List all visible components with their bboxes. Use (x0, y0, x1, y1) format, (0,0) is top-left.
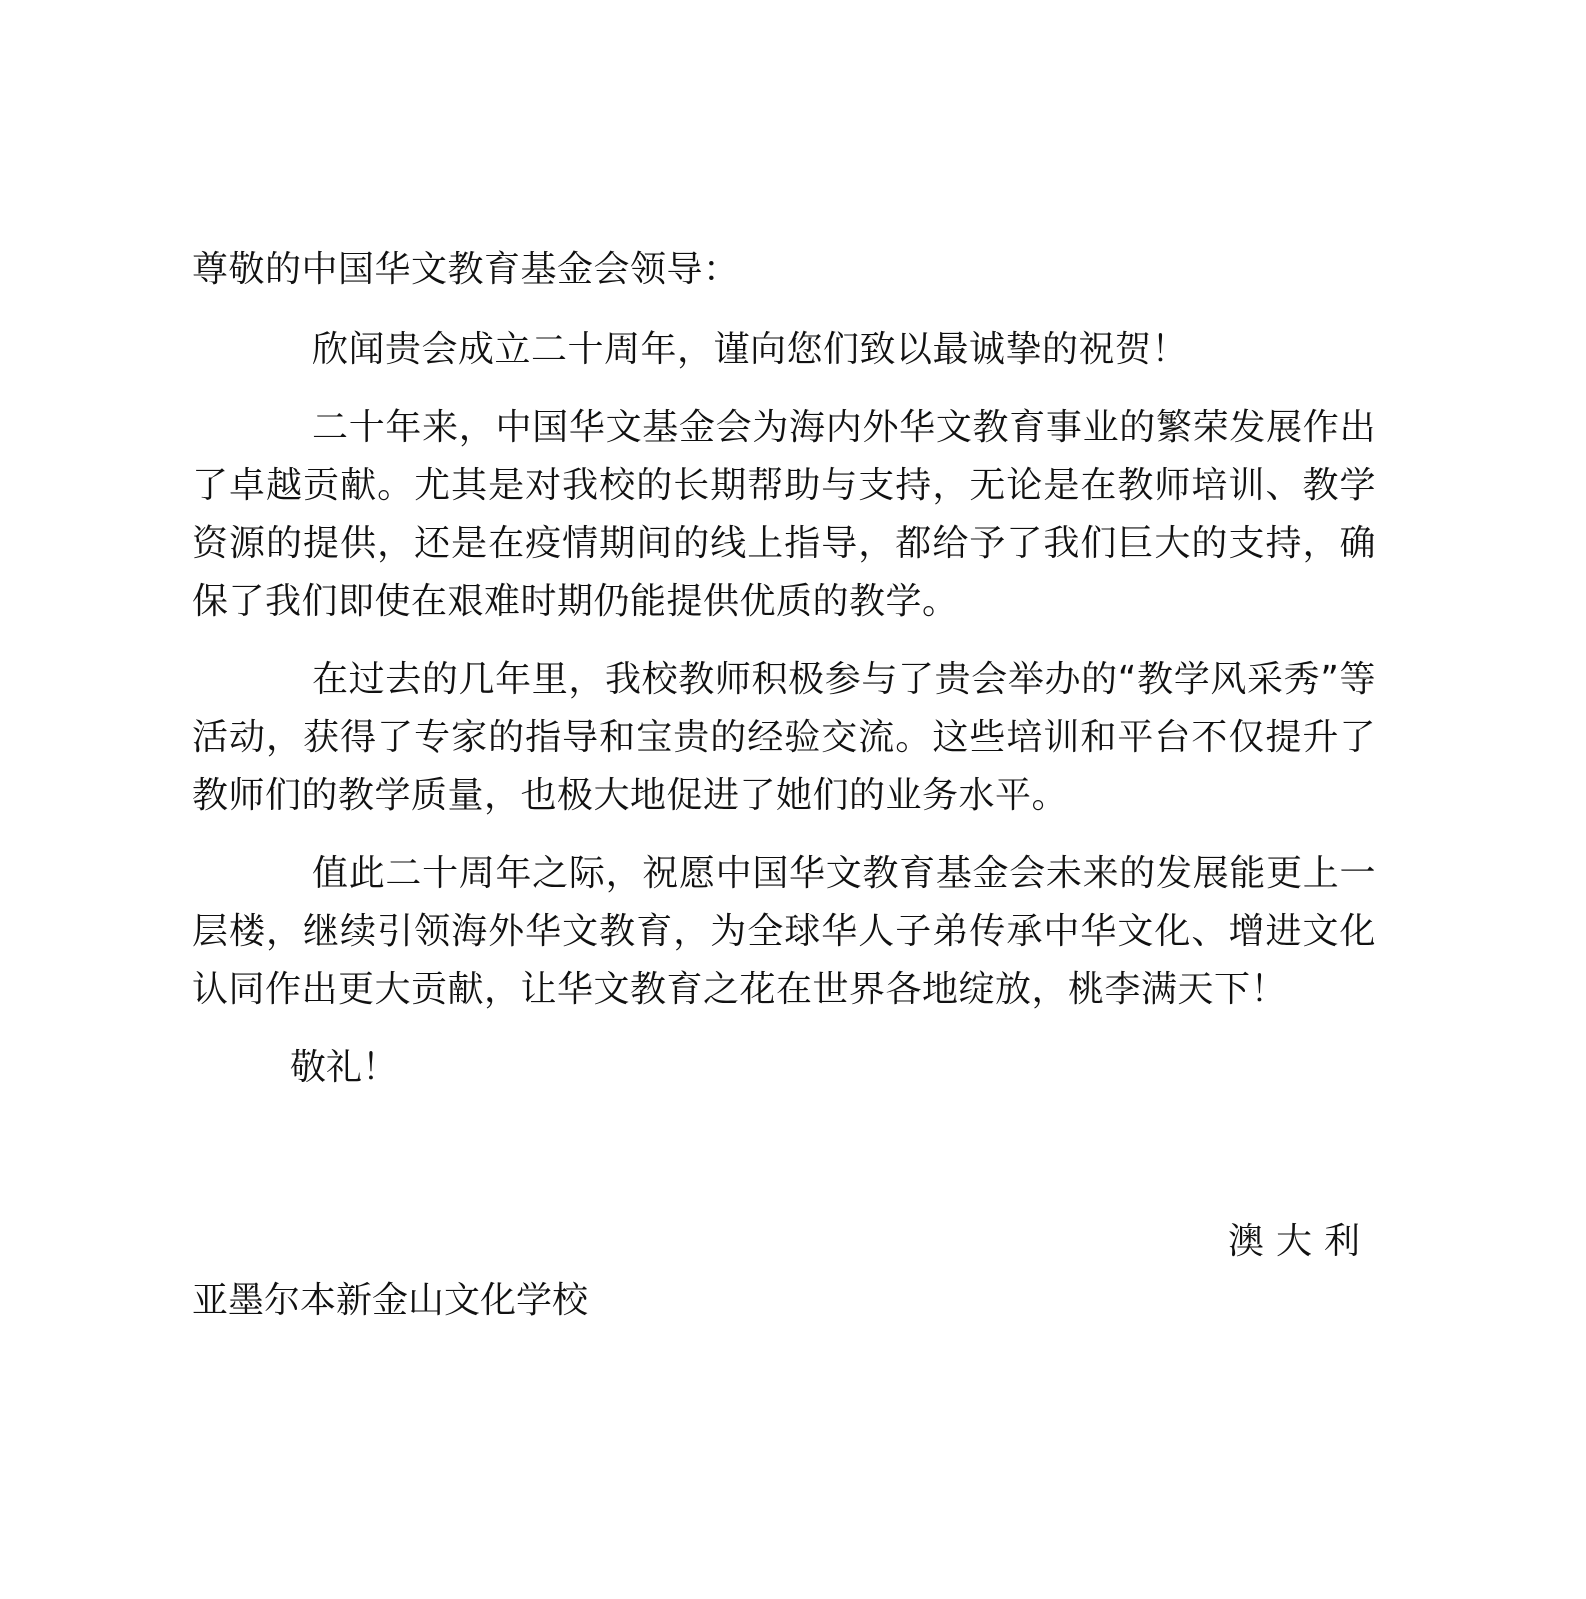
letter-paragraph: 欣闻贵会成立二十周年，谨向您们致以最诚挚的祝贺！ (312, 329, 1189, 370)
letter-paragraph: 二十年来，中国华文基金会为海内外华文教育事业的繁荣发展作出了卓越贡献。尤其是对我校的长期帮助与支持，无论是在教师培训、教学资源的提供，还是在疫情期间的线上指导，都给予了我们巨大的支持，确保了我们即使在艰难时期仍能提供优质的教学。 (192, 407, 1376, 622)
letter-paragraph: 值此二十周年之际，祝愿中国华文教育基金会未来的发展能更上一层楼，继续引领海外华文教育，为全球华人子弟传承中华文化、增进文化认同作出更大贡献，让华文教育之花在世界各地绽放，桃李满天下！ (192, 853, 1376, 1010)
signature-school: 亚墨尔本新金山文化学校 (192, 1280, 589, 1321)
letter-closing: 敬礼！ (290, 1047, 399, 1088)
signature-country: 澳大利 (1227, 1221, 1372, 1262)
letter-salutation: 尊敬的中国华文教育基金会领导： (192, 249, 740, 290)
letter-paragraph: 在过去的几年里，我校教师积极参与了贵会举办的“教学风采秀”等活动，获得了专家的指导和宝贵的经验交流。这些培训和平台不仅提升了教师们的教学质量，也极大地促进了她们的业务水平。 (192, 659, 1376, 816)
